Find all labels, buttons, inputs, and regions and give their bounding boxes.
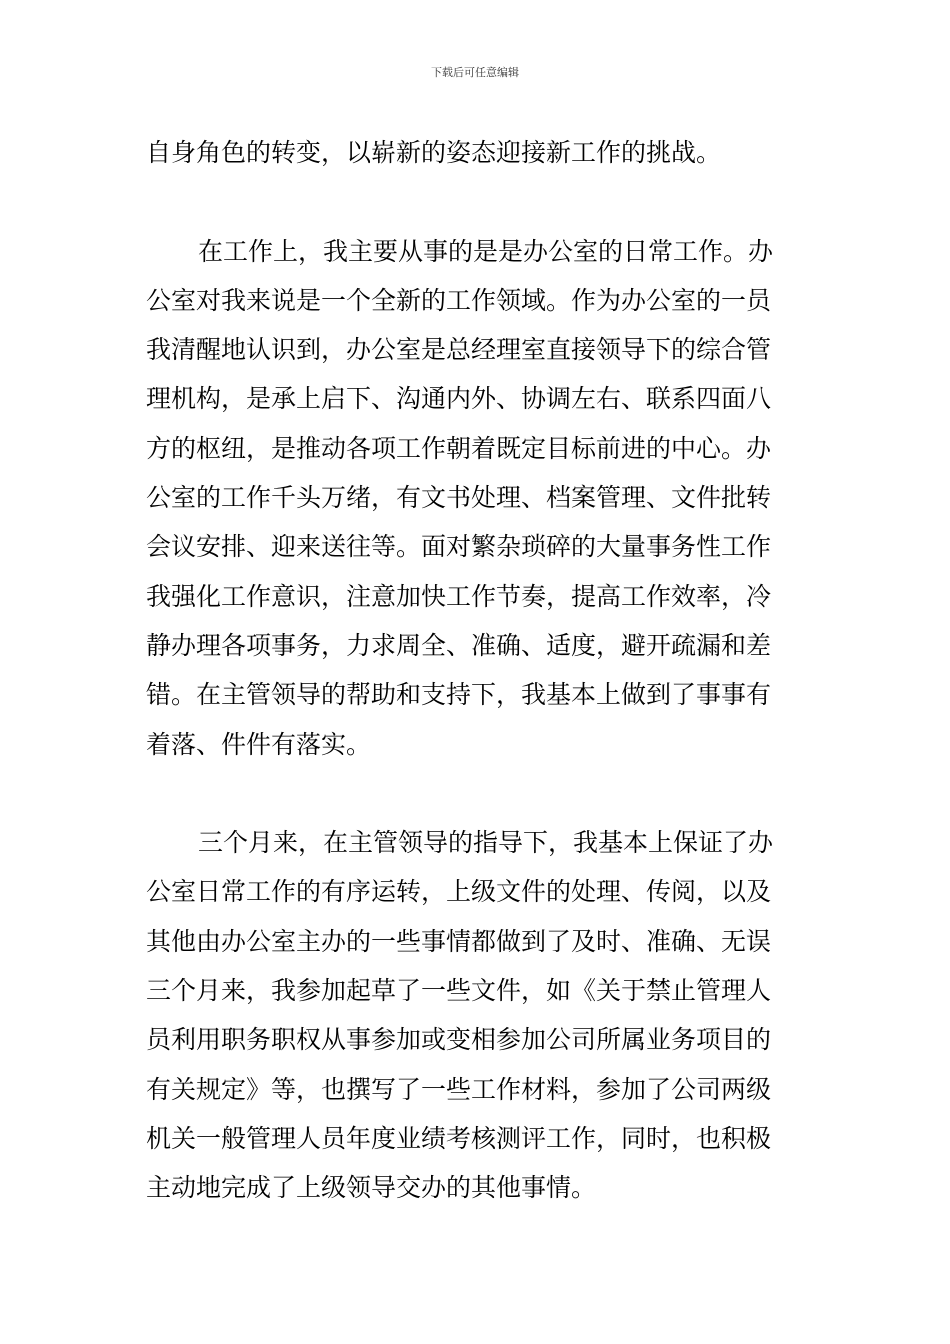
- paragraph-3-line-4: 三个月来，我参加起草了一些文件，如《关于禁止管理人: [146, 976, 772, 1006]
- paragraph-2-line-2: 公室对我来说是一个全新的工作领域。作为办公室的一员: [146, 285, 772, 315]
- paragraph-2-line-7: 会议安排、迎来送往等。面对繁杂琐碎的大量事务性工作: [146, 532, 772, 562]
- paragraph-2-line-11: 着落、件件有落实。: [146, 729, 372, 759]
- paragraph-2-line-1: 在工作上，我主要从事的是是办公室的日常工作。办: [198, 236, 774, 266]
- document-body: [146, 128, 806, 1213]
- page-header: 下载后可任意编辑: [431, 66, 519, 79]
- paragraph-3-line-5: 员利用职务职权从事参加或变相参加公司所属业务项目的: [146, 1025, 772, 1055]
- paragraph-2-line-3: 我清醒地认识到，办公室是总经理室直接领导下的综合管: [146, 335, 772, 365]
- paragraph-gap: [146, 177, 806, 226]
- paragraph-2-line-10: 错。在主管领导的帮助和支持下，我基本上做到了事事有: [146, 680, 772, 710]
- paragraph-2-line-6: 公室的工作千头万绪，有文书处理、档案管理、文件批转: [146, 483, 772, 513]
- paragraph-3-line-8: 主动地完成了上级领导交办的其他事情。: [146, 1173, 597, 1203]
- paragraph-3-line-1: 三个月来，在主管领导的指导下，我基本上保证了办: [198, 828, 774, 858]
- paragraph-2-line-9: 静办理各项事务，力求周全、准确、适度，避开疏漏和差: [146, 630, 772, 660]
- paragraph-3-line-3: 其他由办公室主办的一些事情都做到了及时、准确、无误: [146, 926, 772, 956]
- paragraph-3-line-7: 机关一般管理人员年度业绩考核测评工作，同时，也积极: [146, 1123, 772, 1153]
- paragraph-2-line-8: 我强化工作意识，注意加快工作节奏，提高工作效率，冷: [146, 581, 772, 611]
- paragraph-1-line-1: 自身角色的转变，以崭新的姿态迎接新工作的挑战。: [146, 138, 722, 167]
- paragraph-2-line-4: 理机构，是承上启下、沟通内外、协调左右、联系四面八: [146, 384, 772, 414]
- paragraph-2-line-5: 方的枢纽，是推动各项工作朝着既定目标前进的中心。办: [146, 433, 772, 463]
- paragraph-3-line-2: 公室日常工作的有序运转，上级文件的处理、传阅，以及: [146, 877, 772, 907]
- paragraph-3-line-6: 有关规定》等，也撰写了一些工作材料，参加了公司两级: [146, 1074, 772, 1104]
- paragraph-gap: [146, 769, 806, 818]
